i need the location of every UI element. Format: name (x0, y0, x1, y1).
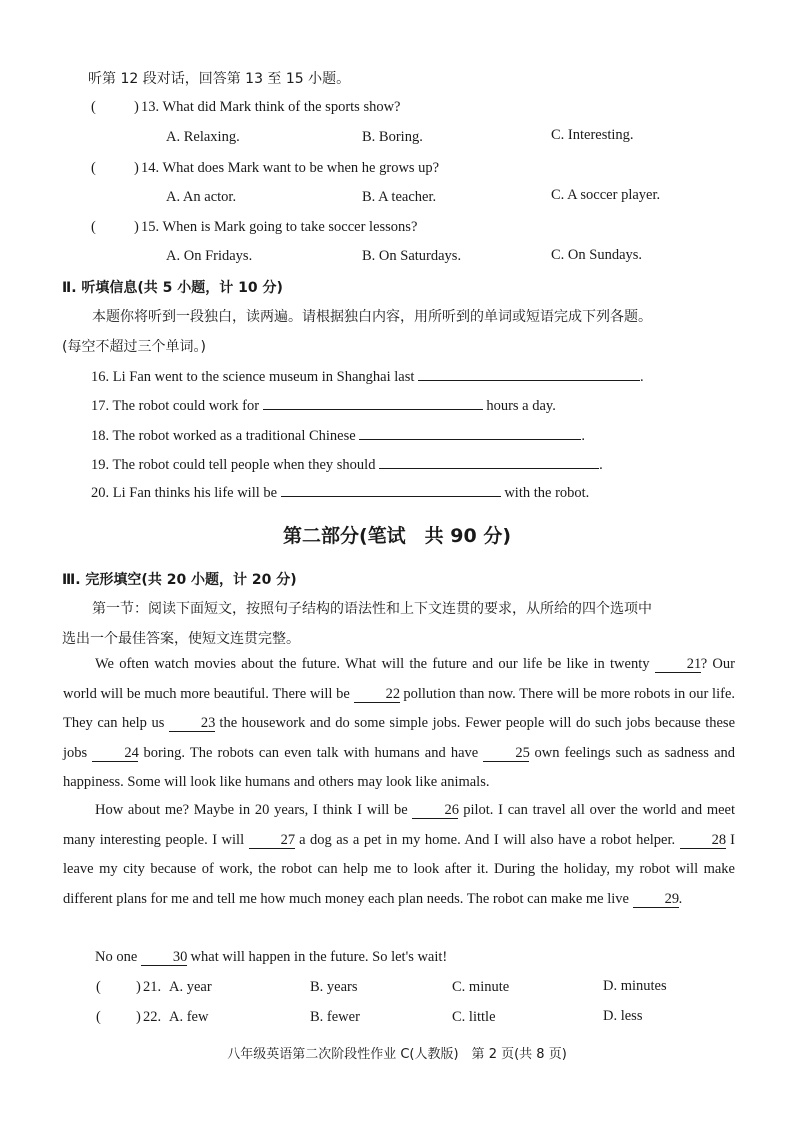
q15-option-b: B. On Saturdays. (362, 248, 462, 264)
cloze-blank-22[interactable]: 22 (354, 686, 400, 703)
fill-item-16: 16. Li Fan went to the science museum in Shanghai last . (91, 366, 644, 386)
answer-blank[interactable] (263, 395, 483, 410)
choice-21-option-c: C. minute (452, 979, 510, 995)
section-3-instruction: 第一节：阅读下面短文，按照句子结构的语法性和上下文连贯的要求，从所给的四个选项中 (92, 601, 652, 617)
q15-option-a: A. On Fridays. (166, 248, 253, 264)
q15-option-c: C. On Sundays. (551, 247, 643, 263)
question-13-stem: 13. What did Mark think of the sports show? (141, 99, 401, 115)
fill-item-19: 19. The robot could tell people when they should . (91, 454, 603, 474)
q13-option-b: B. Boring. (362, 129, 423, 145)
answer-blank[interactable] (418, 366, 640, 381)
cloze-blank-29[interactable]: 29 (633, 891, 679, 908)
choice-21-option-d: D. minutes (603, 978, 667, 994)
section-2-instruction-note: (每空不超过三个单词。) (62, 339, 206, 355)
cloze-blank-30[interactable]: 30 (141, 949, 187, 966)
q14-option-c: C. A soccer player. (551, 187, 661, 203)
answer-paren-open: ( (96, 1009, 101, 1025)
fill-item-20: 20. Li Fan thinks his life will be with the robot. (91, 482, 589, 502)
part-title: 第二部分(笔试 共 90 分) (282, 525, 512, 547)
section-3-heading: Ⅲ. 完形填空(共 20 小题，计 20 分) (62, 572, 297, 588)
fill-item-18: 18. The robot worked as a traditional Chinese . (91, 425, 585, 445)
choice-21-number: 21. (143, 979, 162, 995)
answer-paren-open: ( (91, 160, 96, 176)
choice-22-option-c: C. little (452, 1009, 496, 1025)
choice-22-option-d: D. less (603, 1008, 643, 1024)
choice-21-option-b: B. years (310, 979, 358, 995)
answer-paren-close: ) (134, 219, 139, 235)
answer-paren-open: ( (91, 219, 96, 235)
cloze-paragraph-3: No one 30 what will happen in the future. So let's wait! (95, 949, 448, 965)
answer-paren-close: ) (136, 979, 141, 995)
section-3-instruction-cont: 选出一个最佳答案，使短文连贯完整。 (62, 631, 300, 647)
cloze-blank-27[interactable]: 27 (249, 832, 295, 849)
answer-blank[interactable] (359, 425, 581, 440)
answer-paren-open: ( (91, 99, 96, 115)
q14-option-a: A. An actor. (166, 189, 237, 205)
choice-22-option-b: B. fewer (310, 1009, 360, 1025)
fill-item-17: 17. The robot could work for hours a day. (91, 395, 556, 415)
q13-option-a: A. Relaxing. (166, 129, 240, 145)
answer-paren-close: ) (136, 1009, 141, 1025)
listening-instruction: 听第 12 段对话，回答第 13 至 15 小题。 (88, 71, 351, 87)
cloze-blank-23[interactable]: 23 (169, 715, 215, 732)
cloze-blank-21[interactable]: 21 (655, 656, 701, 673)
answer-paren-close: ) (134, 160, 139, 176)
cloze-blank-26[interactable]: 26 (412, 802, 458, 819)
section-2-heading: Ⅱ. 听填信息(共 5 小题，计 10 分) (62, 280, 283, 296)
answer-blank[interactable] (379, 454, 599, 469)
answer-blank[interactable] (281, 482, 501, 497)
cloze-blank-24[interactable]: 24 (92, 745, 138, 762)
choice-21-option-a: A. year (169, 979, 212, 995)
choice-22-option-a: A. few (169, 1009, 209, 1025)
q13-option-c: C. Interesting. (551, 127, 634, 143)
answer-paren-open: ( (96, 979, 101, 995)
question-15-stem: 15. When is Mark going to take soccer lessons? (141, 219, 418, 235)
choice-22-number: 22. (143, 1009, 162, 1025)
cloze-paragraph-2: How about me? Maybe in 20 years, I think I will be 26 pilot. I can travel all over the world and meet many interesting people. I will 27 a dog as a pet in my home. And I will also have a robot helper. 28 I leave my city because of work, the robot can help me to look after it. During the holiday, my robot will make different plans for me and tell me how much money each plan needs. The robot can make me live 29. (63, 802, 735, 907)
cloze-blank-28[interactable]: 28 (680, 832, 726, 849)
page-footer: 八年级英语第二次阶段性作业 C(人教版) 第 2 页(共 8 页) (227, 1047, 567, 1062)
cloze-paragraph-1: We often watch movies about the future. What will the future and our life be like in twenty 21? Our world will be much more beautiful. There will be 22 pollution than now. There will be more robots in our life. They can help us 23 the housework and do some simple jobs. Fewer people will do such jobs because these jobs 24 boring. The robots can even talk with humans and have 25 own feelings such as sadness and happiness. Some will look like humans and others may look like animals. (63, 656, 736, 790)
answer-paren-close: ) (134, 99, 139, 115)
q14-option-b: B. A teacher. (362, 189, 437, 205)
section-2-instruction: 本题你将听到一段独白，读两遍。请根据独白内容，用所听到的单词或短语完成下列各题。 (92, 309, 652, 325)
question-14-stem: 14. What does Mark want to be when he grows up? (141, 160, 440, 176)
cloze-blank-25[interactable]: 25 (483, 745, 529, 762)
